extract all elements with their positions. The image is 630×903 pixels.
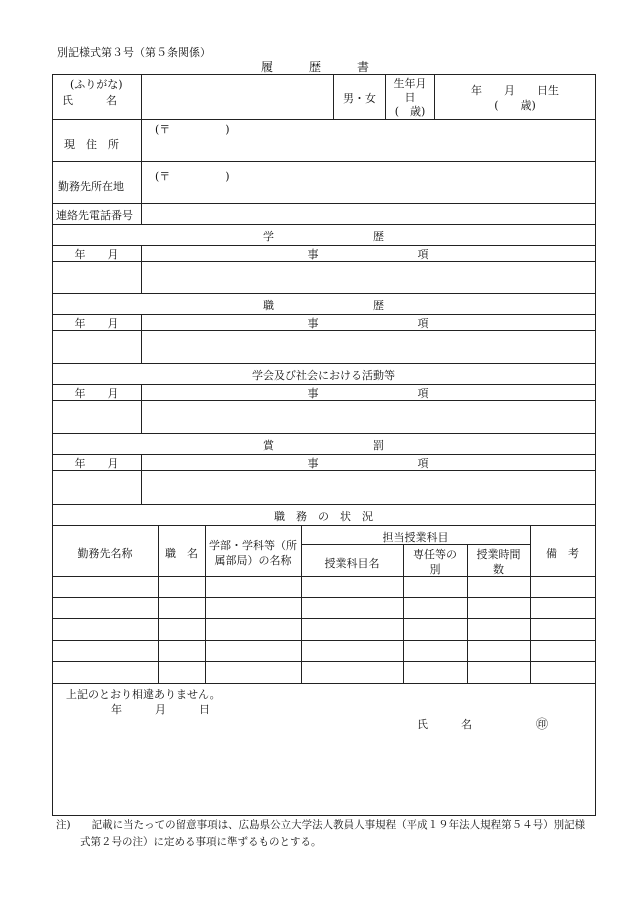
duties-col-fulltime-2: 別: [429, 563, 441, 576]
activities-col-year: 年 月: [74, 387, 119, 400]
birth-date-field[interactable]: 年 月 日生: [471, 84, 559, 97]
signature-label: 氏 名: [417, 718, 472, 731]
gender-field[interactable]: 男・女: [343, 92, 376, 105]
duties-col-hours-1: 授業時間: [476, 548, 521, 561]
declaration-statement: 上記のとおり相違ありません。: [66, 688, 221, 701]
duties-row[interactable]: [53, 577, 594, 596]
education-header: 学 歴: [263, 230, 384, 243]
awards-col-item: 事 項: [307, 457, 429, 470]
duties-col-position: 職 名: [165, 547, 198, 560]
note-line-1: 注) 記載に当たっての留意事項は、広島県公立大学法人教員人事規程（平成１９年法人規程第５４号）別記様: [56, 819, 586, 831]
birth-label-3: ( 歳): [394, 105, 426, 118]
duties-col-dept-2: 属部局）の名称: [214, 554, 292, 567]
duties-row[interactable]: [53, 598, 594, 617]
duties-row[interactable]: [53, 641, 594, 660]
duties-col-subjects: 担当授業科目: [382, 531, 449, 544]
page-title: 履 歴 書: [260, 60, 369, 74]
duties-row[interactable]: [53, 662, 594, 682]
duties-col-subject-name: 授業科目名: [324, 557, 380, 570]
age-field[interactable]: ( 歳): [494, 99, 536, 112]
phone-field[interactable]: [142, 204, 594, 223]
address-label: 現 住 所: [64, 138, 119, 151]
duties-col-fulltime-1: 専任等の: [413, 548, 457, 561]
work-address-label: 勤務先所在地: [58, 180, 124, 193]
career-entry[interactable]: [142, 331, 594, 362]
career-col-year: 年 月: [74, 317, 119, 330]
work-address-postal[interactable]: (〒 ): [155, 170, 230, 183]
duties-col-hours-2: 数: [493, 563, 504, 576]
name-field[interactable]: [142, 75, 332, 118]
duties-col-dept-1: 学部・学科等（所: [209, 539, 297, 552]
form-number: 別記様式第３号（第５条関係）: [57, 46, 211, 59]
education-col-item: 事 項: [307, 248, 429, 261]
note-line-2: 式第２号の注）に定める事項に準ずるものとする。: [80, 836, 322, 848]
activities-entry[interactable]: [142, 401, 594, 432]
name-label: 氏 名: [62, 94, 117, 107]
birth-label-2: 日: [404, 91, 416, 104]
career-header: 職 歴: [263, 299, 384, 312]
duties-col-remarks: 備 考: [546, 547, 579, 560]
birth-label-1: 生年月: [393, 77, 427, 90]
awards-header: 賞 罰: [263, 439, 384, 452]
education-entry[interactable]: [142, 262, 594, 292]
seal-icon: ㊞: [536, 717, 549, 731]
awards-entry[interactable]: [142, 471, 594, 503]
education-col-year: 年 月: [74, 248, 119, 261]
career-col-item: 事 項: [307, 317, 429, 330]
duties-col-workplace: 勤務先名称: [77, 547, 133, 560]
duties-row[interactable]: [53, 619, 594, 639]
activities-header: 学会及び社会における活動等: [252, 369, 395, 382]
furigana-label: (ふりがな): [70, 78, 123, 91]
phone-label: 連絡先電話番号: [56, 209, 133, 222]
activities-col-item: 事 項: [307, 387, 429, 400]
declaration-date[interactable]: 年 月 日: [111, 703, 210, 716]
awards-col-year: 年 月: [74, 457, 119, 470]
duties-header: 職 務 の 状 況: [274, 510, 373, 523]
address-postal[interactable]: (〒 ): [155, 123, 230, 136]
